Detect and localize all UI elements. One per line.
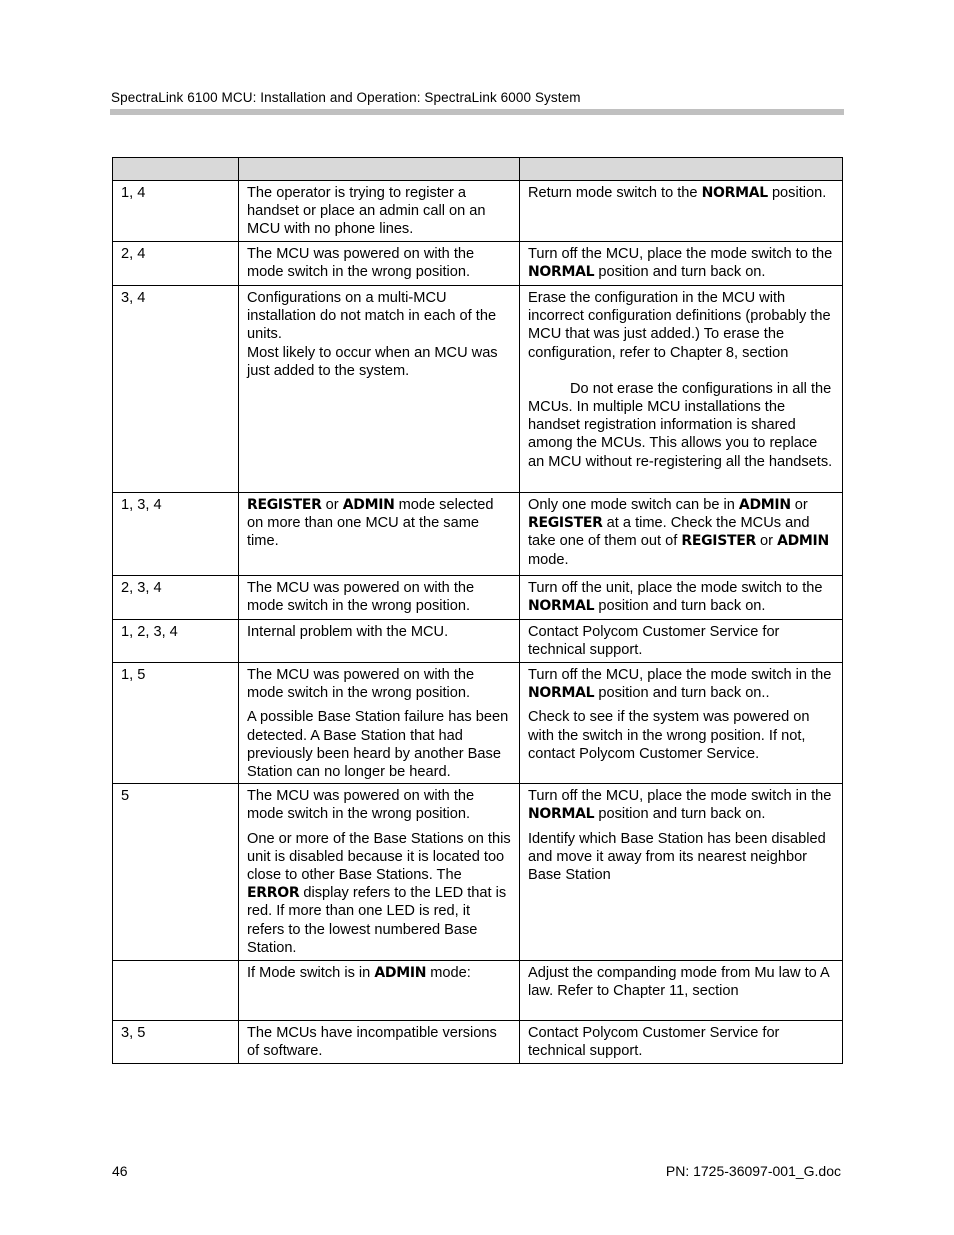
table-row bbox=[113, 181, 843, 242]
action-cell: Turn off the unit, place the mode switch to the NORMAL position and turn back on. bbox=[520, 576, 843, 620]
keyword: NORMAL bbox=[701, 185, 768, 201]
header-cell-code bbox=[113, 158, 239, 181]
cause-cell: The MCUs have incompatible versions of software. bbox=[239, 1021, 520, 1064]
cause-cell: REGISTER or ADMIN mode selected on more than one MCU at the same time. bbox=[239, 493, 520, 576]
action-cell: Erase the configuration in the MCU with incorrect configuration definitions (probably the MCU that was just added.) To erase the configuration, refer to Chapter 8, section Do not erase the configurations in all the MCUs. In multiple MCU installations the handset registration information is shared among the MCUs. This allows you to replace an MCU without re-registering all the handsets. bbox=[520, 286, 843, 493]
code-cell: 2, 4 bbox=[113, 242, 239, 286]
table-row bbox=[113, 576, 843, 620]
keyword: ERROR bbox=[247, 885, 300, 902]
part-number: PN: 1725-36097-001_G.doc bbox=[665, 1163, 841, 1179]
table-row bbox=[113, 663, 843, 784]
keyword: NORMAL bbox=[528, 806, 595, 823]
keyword: NORMAL bbox=[528, 264, 595, 281]
code-cell: 1, 5 bbox=[113, 663, 239, 784]
keyword: REGISTER bbox=[528, 515, 603, 532]
table-row bbox=[113, 286, 843, 493]
action-cell: Adjust the companding mode from Mu law to A law. Refer to Chapter 11, section bbox=[520, 961, 843, 1021]
code-cell: 5 bbox=[113, 784, 239, 961]
keyword: NORMAL bbox=[528, 598, 595, 615]
code-cell: 3, 4 bbox=[113, 286, 239, 493]
code-cell: 2, 3, 4 bbox=[113, 576, 239, 620]
action-cell: Turn off the MCU, place the mode switch to the NORMAL position and turn back on. bbox=[520, 242, 843, 286]
action-cell: Only one mode switch can be in ADMIN or REGISTER at a time. Check the MCUs and take one of them out of REGISTER or ADMIN mode. bbox=[520, 493, 843, 576]
header-cell-action bbox=[520, 158, 843, 181]
code-cell bbox=[113, 961, 239, 1021]
keyword: ADMIN bbox=[374, 965, 427, 982]
keyword: ADMIN bbox=[738, 497, 791, 513]
table-row bbox=[113, 493, 843, 576]
table-row bbox=[113, 242, 843, 286]
action-cell: Contact Polycom Customer Service for technical support. bbox=[520, 1021, 843, 1064]
troubleshooting-table bbox=[112, 157, 843, 1064]
code-cell: 1, 4 bbox=[113, 181, 239, 242]
keyword: REGISTER bbox=[247, 497, 322, 513]
running-header-title: SpectraLink 6100 MCU: Installation and Operation: SpectraLink 6000 System bbox=[111, 90, 581, 105]
page-number: 46 bbox=[112, 1163, 128, 1179]
action-cell: Turn off the MCU, place the mode switch in the NORMAL position and turn back on. Identify which Base Station has been disabled and move it away from its nearest neighbor Base Station bbox=[520, 784, 843, 961]
action-cell: Return mode switch to the NORMAL position. bbox=[520, 181, 843, 242]
keyword: REGISTER bbox=[681, 533, 756, 550]
cause-cell: The MCU was powered on with the mode switch in the wrong position. A possible Base Station failure has been detected. A Base Station that had previously been heard by another Base Station can no longer be heard. bbox=[239, 663, 520, 784]
cause-cell: If Mode switch is in ADMIN mode: bbox=[239, 961, 520, 1021]
table-row bbox=[113, 784, 843, 961]
table-row bbox=[113, 961, 843, 1021]
code-cell: 3, 5 bbox=[113, 1021, 239, 1064]
keyword: ADMIN bbox=[342, 497, 395, 513]
keyword: ADMIN bbox=[777, 533, 829, 550]
action-cell: Contact Polycom Customer Service for technical support. bbox=[520, 620, 843, 663]
cause-cell: The MCU was powered on with the mode switch in the wrong position. bbox=[239, 242, 520, 286]
code-cell: 1, 3, 4 bbox=[113, 493, 239, 576]
table-header-row bbox=[113, 158, 843, 181]
note-text: Do not erase the configurations in all the MCUs. In multiple MCU installations the handset registration information is shared among the MCUs. This allows you to replace an MCU without re-registering all the handsets. bbox=[528, 380, 833, 470]
table-row bbox=[113, 620, 843, 663]
cause-cell: Internal problem with the MCU. bbox=[239, 620, 520, 663]
header-rule bbox=[110, 109, 844, 115]
table-row bbox=[113, 1021, 843, 1064]
cause-cell: The MCU was powered on with the mode switch in the wrong position. bbox=[239, 576, 520, 620]
cause-cell: The operator is trying to register a handset or place an admin call on an MCU with no phone lines. bbox=[239, 181, 520, 242]
action-cell: Turn off the MCU, place the mode switch in the NORMAL position and turn back on.. Check to see if the system was powered on with the switch in the wrong position. If not, contact Polycom Customer Service. bbox=[520, 663, 843, 784]
header-cell-cause bbox=[239, 158, 520, 181]
code-cell: 1, 2, 3, 4 bbox=[113, 620, 239, 663]
cause-cell: The MCU was powered on with the mode switch in the wrong position. One or more of the Base Stations on this unit is disabled because it is located too close to other Base Stations. The ERROR display refers to the LED that is red. If more than one LED is red, it refers to the lowest numbered Base Station. bbox=[239, 784, 520, 961]
cause-cell: Configurations on a multi-MCU installation do not match in each of the units. Most likely to occur when an MCU was just added to the system. bbox=[239, 286, 520, 493]
keyword: NORMAL bbox=[528, 685, 595, 702]
